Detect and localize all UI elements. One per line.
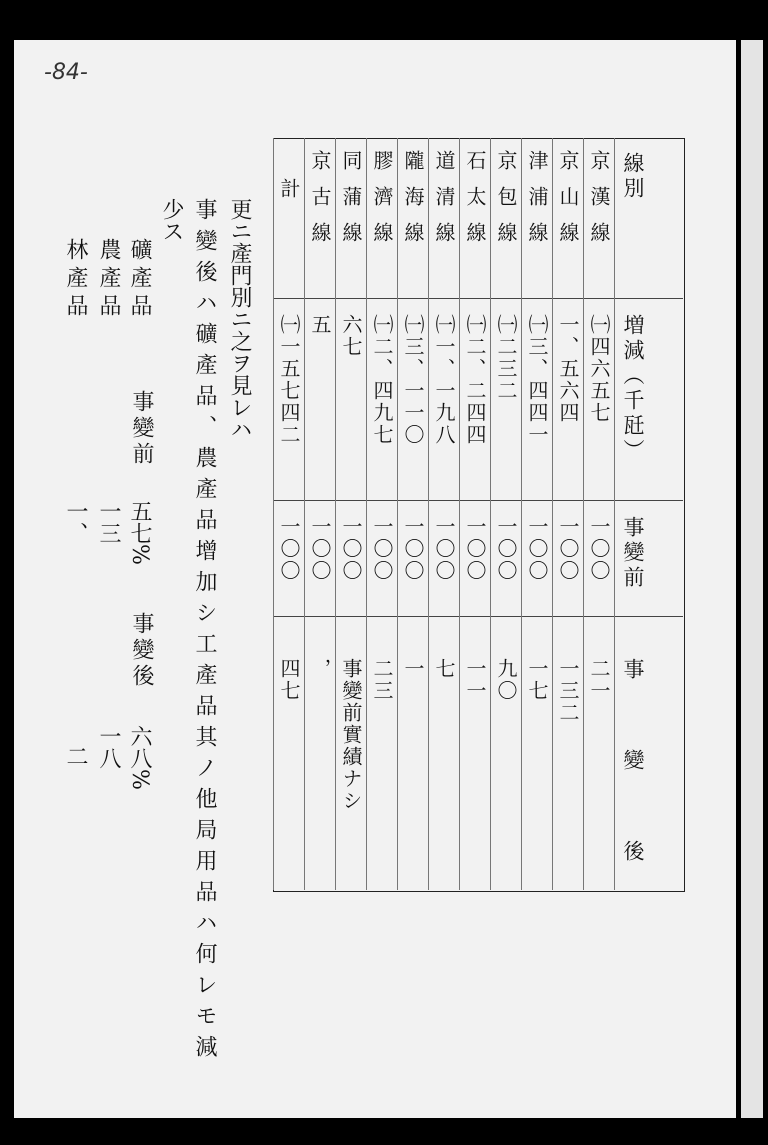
product-after-forest: 二 (63, 745, 88, 767)
table-column-line (583, 138, 584, 890)
paragraph-line-3: 少ス (159, 198, 184, 242)
table-cell-after: 事變前實績ナシ (339, 658, 363, 812)
table-cell-change: 一、五六四 (556, 314, 580, 424)
paragraph-line-2: 事變後ハ礦產品、農產品增加シ工產品其ノ他局用品ハ何レモ減 (192, 198, 217, 1066)
table-cell-after: 一三二 (556, 658, 580, 724)
table-cell-before: 一〇〇 (556, 516, 580, 582)
product-col-after-label: 事變後 (129, 612, 154, 690)
table-cell-line: 京古線 (308, 150, 332, 258)
table-cell-after: 九〇 (494, 658, 518, 702)
table-cell-before: 一〇〇 (277, 516, 301, 582)
table-cell-before: 一〇〇 (463, 516, 487, 582)
page-number: -84- (44, 60, 88, 85)
product-before-agri: 一三 (96, 500, 121, 544)
table-header-cell: 事變前 (621, 516, 645, 591)
table-cell-change: ㈠三、一一〇 (401, 314, 425, 446)
table-column-line (521, 138, 522, 890)
table-cell-line: 京漢線 (587, 150, 611, 258)
table-cell-before: 一〇〇 (587, 516, 611, 582)
table-column-line (552, 138, 553, 890)
table-cell-before: 一〇〇 (432, 516, 456, 582)
table-header-cell: 増減（千瓩） (621, 314, 645, 464)
table-column-line (459, 138, 460, 890)
table-cell-after: 二三 (370, 658, 394, 702)
table-cell-line: 京包線 (494, 150, 518, 258)
paragraph-line-1: 更ニ產門別ニ之ヲ見レハ (227, 198, 252, 440)
table-cell-change: ㈠二、四九七 (370, 314, 394, 446)
table-cell-change: ㈠二三二 (494, 314, 518, 402)
table-cell-line: 石太線 (463, 150, 487, 258)
table-cell-line: 京山線 (556, 150, 580, 258)
table-cell-after: 一七 (525, 658, 549, 702)
table-cell-line: 津浦線 (525, 150, 549, 258)
table-cell-change: 五 (308, 314, 332, 336)
product-before-mining: 五七% (127, 500, 152, 565)
product-name-forest: 林產品 (63, 238, 88, 322)
product-col-before-label: 事變前 (129, 390, 154, 468)
table-cell-after: 四七 (277, 658, 301, 702)
table-cell-after: ， (308, 658, 332, 680)
table-column-line (366, 138, 367, 890)
table-cell-change: ㈠三、四四一 (525, 314, 549, 446)
table-cell-line: 同蒲線 (339, 150, 363, 258)
product-before-forest: 一、 (63, 500, 88, 544)
table-cell-before: 一〇〇 (308, 516, 332, 582)
table-cell-after: 一 (401, 658, 425, 680)
table-cell-before: 一〇〇 (339, 516, 363, 582)
product-after-agri: 一八 (96, 725, 121, 769)
table-column-line (614, 138, 615, 890)
table-cell-change: ㈠一、一九八 (432, 314, 456, 446)
table-cell-line: 道清線 (432, 150, 456, 258)
table-cell-change: ㈠四六五七 (587, 314, 611, 424)
table-header-cell: 線別 (621, 152, 645, 202)
table-cell-change: ㈠二、二四四 (463, 314, 487, 446)
table-column-line (397, 138, 398, 890)
table-cell-after: 七 (432, 658, 456, 680)
table-cell-change: ㈠一五七四二 (277, 314, 301, 446)
table-cell-after: 二一 (587, 658, 611, 702)
table-cell-line: 計 (277, 178, 301, 214)
page-edge (741, 40, 763, 1118)
table-column-line (335, 138, 336, 890)
table-cell-before: 一〇〇 (525, 516, 549, 582)
table-column-line (490, 138, 491, 890)
table-column-line (304, 138, 305, 890)
table-header-cell: 事變後 (621, 658, 645, 931)
product-name-agri: 農產品 (96, 238, 121, 322)
table-cell-line: 膠濟線 (370, 150, 394, 258)
table-column-line (273, 138, 274, 890)
table-cell-before: 一〇〇 (494, 516, 518, 582)
table-cell-line: 隴海線 (401, 150, 425, 258)
table-cell-before: 一〇〇 (370, 516, 394, 582)
table-cell-before: 一〇〇 (401, 516, 425, 582)
table-cell-after: 一一 (463, 658, 487, 702)
table-cell-change: 六七 (339, 314, 363, 358)
product-name-mining: 礦產品 (127, 238, 152, 322)
product-after-mining: 六八% (127, 725, 152, 790)
table-column-line (428, 138, 429, 890)
